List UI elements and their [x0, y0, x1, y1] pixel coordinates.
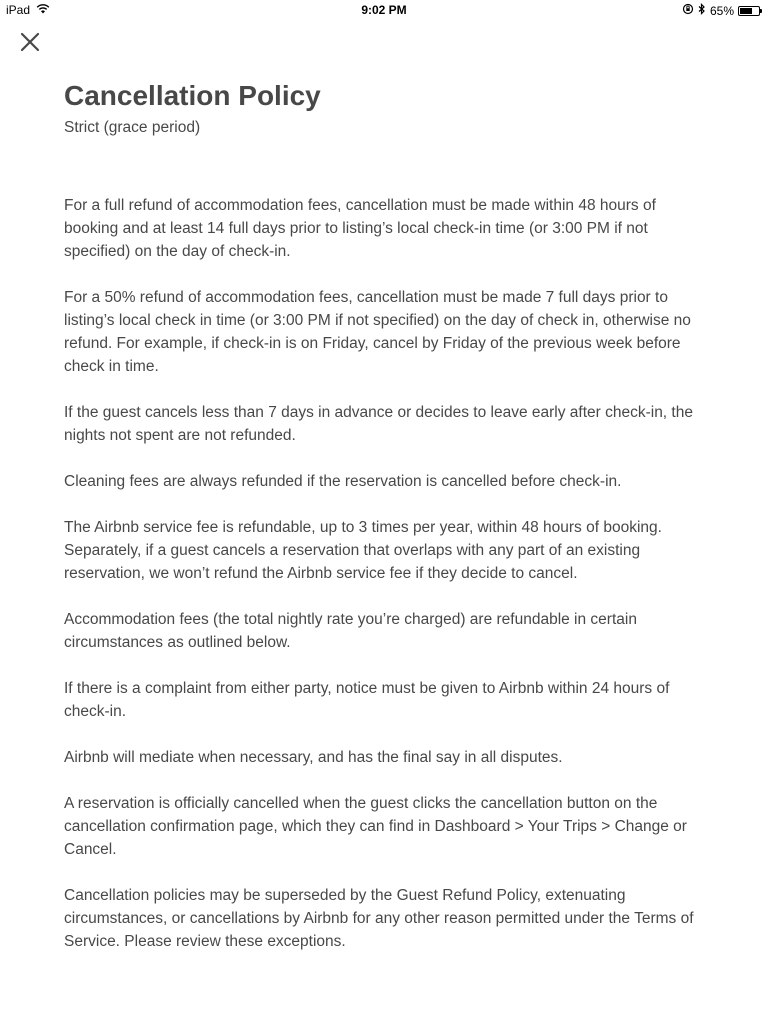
status-right — [682, 3, 760, 18]
policy-paragraph: For a full refund of accommodation fees, cancellation must be made within 48 hours of booking and at least 14 full days prior to listing’s local check-in time (or 3:00 PM if not specified) on the day of check-in. — [64, 197, 656, 260]
close-icon — [18, 30, 42, 54]
page-title: Cancellation Policy — [64, 80, 321, 111]
policy-paragraph: If there is a complaint from either party, notice must be given to Airbnb within 24 hours of check-in. — [64, 680, 670, 720]
battery-icon — [738, 6, 760, 16]
policy-paragraph: Airbnb will mediate when necessary, and has the final say in all disputes. — [64, 749, 563, 766]
policy-subtitle: Strict (grace period) — [64, 119, 201, 136]
battery-level — [740, 8, 752, 14]
bluetooth-icon — [698, 3, 706, 18]
policy-content — [64, 78, 714, 976]
policy-paragraph: If the guest cancels less than 7 days in advance or decides to leave early after check-in, the nights not spent are not refunded. — [64, 404, 693, 444]
close-button[interactable] — [18, 30, 42, 54]
orientation-lock-icon — [682, 3, 694, 18]
policy-paragraph: A reservation is officially cancelled when the guest clicks the cancellation button on the cancellation confirmation page, which they can find in Dashboard > Your Trips > Change or Cancel. — [64, 795, 687, 858]
policy-paragraphs — [64, 194, 714, 953]
policy-paragraph: Cancellation policies may be superseded by the Guest Refund Policy, extenuating circumstances, or cancellations by Airbnb for any other reason permitted under the Terms of Service. Please review these exceptions. — [64, 887, 694, 950]
battery-percent: 65% — [709, 3, 734, 18]
status-bar — [0, 0, 768, 20]
policy-paragraph: Cleaning fees are always refunded if the reservation is cancelled before check-in. — [64, 473, 622, 490]
policy-paragraph: The Airbnb service fee is refundable, up to 3 times per year, within 48 hours of booking. Separately, if a guest cancels a reservation that overlaps with any part of an existing reservation, we won’t refund the Airbnb service fee if they decide to cancel. — [64, 519, 662, 582]
device-label: iPad — [6, 3, 31, 17]
policy-paragraph: Accommodation fees (the total nightly rate you’re charged) are refundable in certain circumstances as outlined below. — [64, 611, 637, 651]
policy-paragraph: For a 50% refund of accommodation fees, cancellation must be made 7 full days prior to listing’s local check in time (or 3:00 PM if not specified) on the day of check in, otherwise no refund. For example, if check-in is on Friday, cancel by Friday of the previous week before check in time. — [64, 289, 691, 375]
status-time: 9:02 PM — [361, 3, 407, 17]
